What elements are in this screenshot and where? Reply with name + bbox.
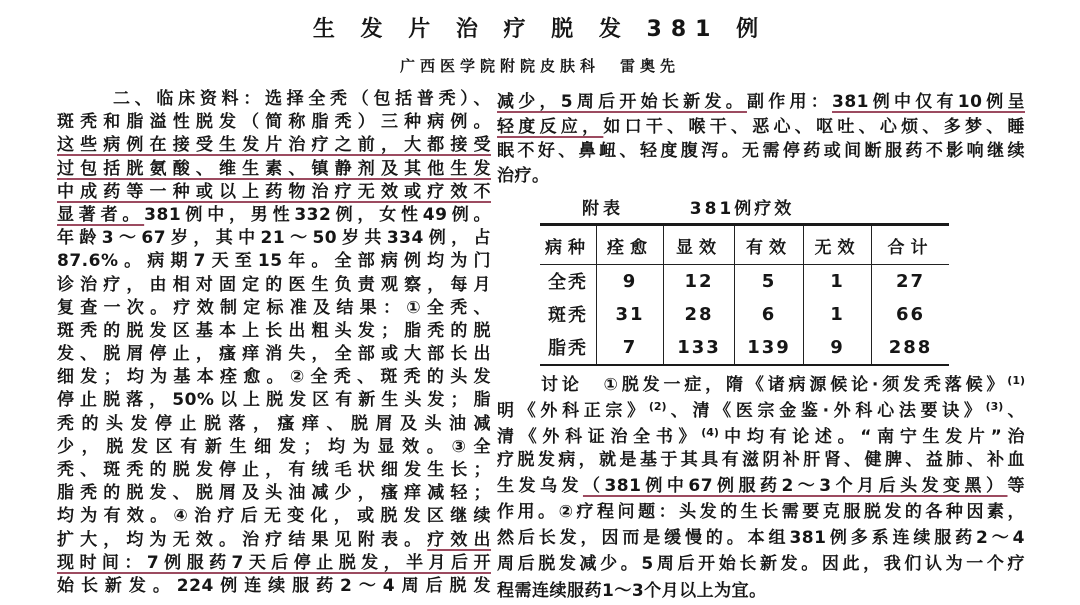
text-segment: 细发；均为基本痊愈。②全秃、斑秃的头发: [57, 367, 491, 388]
table-header-cell: 合计: [872, 225, 950, 265]
text-segment: 均为有效。④治疗后无变化，或脱发区继续: [57, 506, 491, 527]
text-segment: 脂秃的脱发、脱屑及头油减少，瘙痒减轻；: [57, 483, 491, 504]
table-row: [540, 298, 949, 331]
underlined-text: （381例中67例服药2～3个月后头发变黑）: [582, 475, 1008, 496]
text-line: [57, 181, 491, 204]
superscript-ref: (2): [648, 400, 667, 414]
table-cell: 27: [872, 265, 950, 299]
underlined-text: 显著者。: [57, 204, 145, 225]
table-cell: 9: [804, 331, 872, 365]
page-title: 生 发 片 治 疗 脱 发 381 例: [312, 17, 768, 42]
right-column-top-paragraph: [497, 90, 1025, 188]
table-cell: 288: [872, 331, 950, 365]
left-column: [57, 88, 491, 598]
table-cell: 1: [804, 298, 872, 331]
text-segment: 程需连续服药1～3个月以上为宜。: [497, 580, 767, 601]
table-caption-label: 附表: [582, 199, 624, 219]
text-segment: 、清《医宗金鉴·外科心法要诀》: [666, 401, 986, 422]
text-line: [57, 297, 491, 320]
text-line: [497, 499, 1025, 525]
text-segment: 如口干、喉干、恶心、呕吐、心烦、多梦、睡: [603, 116, 1026, 137]
text-line: [57, 204, 491, 227]
text-segment: 中均有论述。“南宁生发片”治: [718, 427, 1025, 448]
text-segment: 381例中，男性332例，女性49例。: [144, 204, 492, 225]
text-line: [57, 459, 491, 482]
table-header-cell: 无效: [804, 225, 872, 265]
text-segment: 副作用：: [746, 92, 833, 112]
text-line: [57, 529, 491, 552]
results-table-block: [540, 194, 944, 366]
text-segment: 87.6%。病期7天至15年。全部病例均为门: [57, 251, 491, 272]
text-line: [57, 250, 491, 273]
text-segment: 头发的生长需要克服脱发的各种因素，: [679, 501, 1026, 522]
text-line: [497, 551, 1025, 577]
underlined-text: 这些病例在接受生发片治疗之前，大都接受: [57, 135, 491, 156]
text-line: [57, 436, 491, 459]
text-line: [57, 575, 491, 598]
text-segment: 年龄3～67岁，其中21～50岁共334例，占: [57, 228, 491, 249]
table-header-cell: 显效: [664, 225, 735, 265]
text-segment: 清《外科证治全书》: [497, 427, 702, 448]
text-line: [497, 525, 1025, 551]
text-segment: 二、临床资料：选择全秃（包括普秃）、: [113, 89, 491, 109]
text-line: [57, 274, 491, 297]
text-line: [497, 164, 1025, 189]
text-segment: 发、脱屑停止，瘙痒消失，全部或大部长出: [57, 344, 491, 365]
underlined-text: 中成药等一种或以上药物治疗无效或疗效不: [57, 181, 491, 202]
underlined-text: 疗效出: [427, 529, 492, 550]
text-segment: ①脱发一症，隋《诸病源候论·须发秃落候》: [582, 375, 1008, 395]
text-segment: 、: [1003, 401, 1026, 422]
text-line: [497, 473, 1025, 499]
table-header-cell: 痊愈: [597, 225, 664, 265]
superscript-ref: (1): [1007, 374, 1026, 387]
text-line: [497, 139, 1025, 164]
table-cell: 6: [735, 298, 804, 331]
text-line: [57, 389, 491, 412]
table-header-cell: 病种: [540, 225, 597, 265]
text-segment: 斑秃的脱发区基本上长出粗头发；脂秃的脱: [57, 320, 491, 341]
table-row: [540, 265, 949, 299]
table-row: [540, 331, 949, 365]
text-segment: 明《外科正宗》: [497, 401, 649, 422]
text-segment: ②疗程问题：: [558, 501, 680, 522]
text-segment: 作用。: [497, 501, 559, 522]
text-line: [497, 420, 1025, 446]
text-line: [57, 111, 491, 134]
table-cell: 全秃: [548, 272, 588, 293]
text-line: [57, 482, 491, 505]
text-segment: 斑秃和脂溢性脱发（简称脂秃）三种病例。: [57, 112, 491, 133]
text-line: [57, 134, 491, 157]
underlined-text: 过包括胱氨酸、维生素、镇静剂及其他生发: [57, 158, 491, 179]
text-line: [57, 552, 491, 575]
text-segment: 疗脱发病，就是基于其具有滋阴补肝肾、健脾、益肺、补血: [497, 449, 1025, 470]
text-line: [497, 368, 1025, 394]
text-line: [57, 413, 491, 436]
underlined-text: 现时间：7例服药7天后停止脱发，半月后开: [57, 552, 491, 573]
table-caption-title: 381例疗效: [689, 199, 795, 219]
text-segment: 诊治疗，由相对固定的医生负责观察，每月: [57, 274, 491, 295]
table-cell: 28: [664, 298, 735, 331]
table-cell: 31: [597, 298, 664, 331]
text-line: [57, 366, 491, 389]
text-segment: 复查一次。疗效制定标准及结果：①全秃、: [57, 297, 491, 318]
underlined-text: 减少，5周后开始长新发。: [497, 92, 747, 112]
text-line: [497, 90, 1025, 115]
table-cell: 5: [735, 265, 804, 299]
text-line: [57, 227, 491, 250]
text-line: [497, 394, 1025, 420]
table-cell: 133: [664, 331, 735, 365]
text-segment: 讨论: [541, 375, 583, 395]
table-header-row: [540, 225, 949, 265]
text-segment: 少，脱发区有新生细发；均为显效。③全: [57, 436, 491, 457]
text-line: [57, 343, 491, 366]
table-cell: 66: [872, 298, 950, 331]
table-cell: 1: [804, 265, 872, 299]
text-segment: 秃的头发停止脱落，瘙痒、脱屑及头油减: [57, 413, 491, 434]
text-line: [57, 320, 491, 343]
results-table: [540, 223, 949, 366]
table-cell: 脂秃: [548, 338, 588, 359]
underlined-text: 381例中仅有10例呈: [832, 92, 1025, 112]
text-segment: 等: [1007, 475, 1025, 496]
underlined-text: 轻度反应，: [497, 116, 604, 137]
table-cell: 12: [664, 265, 735, 299]
text-line: [57, 158, 491, 181]
byline: 广西医学院附院皮肤科 雷奥先: [399, 57, 680, 75]
text-line: [57, 88, 491, 111]
superscript-ref: (4): [701, 426, 719, 440]
table-cell: 9: [597, 265, 664, 299]
text-segment: 生发乌发: [497, 475, 583, 496]
text-segment: 治疗。: [497, 165, 550, 186]
text-segment: 周后脱发减少。5周后开始长新发。因此，我们认为一个疗: [497, 554, 1025, 575]
text-segment: 停止脱落，50%以上脱发区有新生头发；脂: [57, 390, 491, 411]
table-cell: 7: [597, 331, 664, 365]
table-cell: 斑秃: [548, 305, 588, 326]
text-segment: 始长新发。224例连续服药2～4周后脱发: [57, 575, 491, 596]
table-header-cell: 有效: [735, 225, 804, 265]
text-segment: 秃、斑秃的脱发停止，有绒毛状细发生长；: [57, 460, 491, 480]
text-line: [57, 505, 491, 528]
text-line: [497, 115, 1025, 140]
text-segment: 扩大，均为无效。治疗结果见附表。: [57, 529, 428, 550]
text-line: [497, 447, 1025, 473]
text-segment: 然后长发，因而是缓慢的。本组381例多系连续服药2～4: [497, 528, 1025, 549]
superscript-ref: (3): [985, 400, 1004, 414]
discussion-section: [497, 368, 1025, 604]
table-caption: [540, 194, 944, 218]
text-segment: 眠不好、鼻衄、轻度腹泻。无需停药或间断服药不影响继续: [497, 141, 1025, 162]
text-line: [497, 578, 1025, 604]
table-cell: 139: [735, 331, 804, 365]
